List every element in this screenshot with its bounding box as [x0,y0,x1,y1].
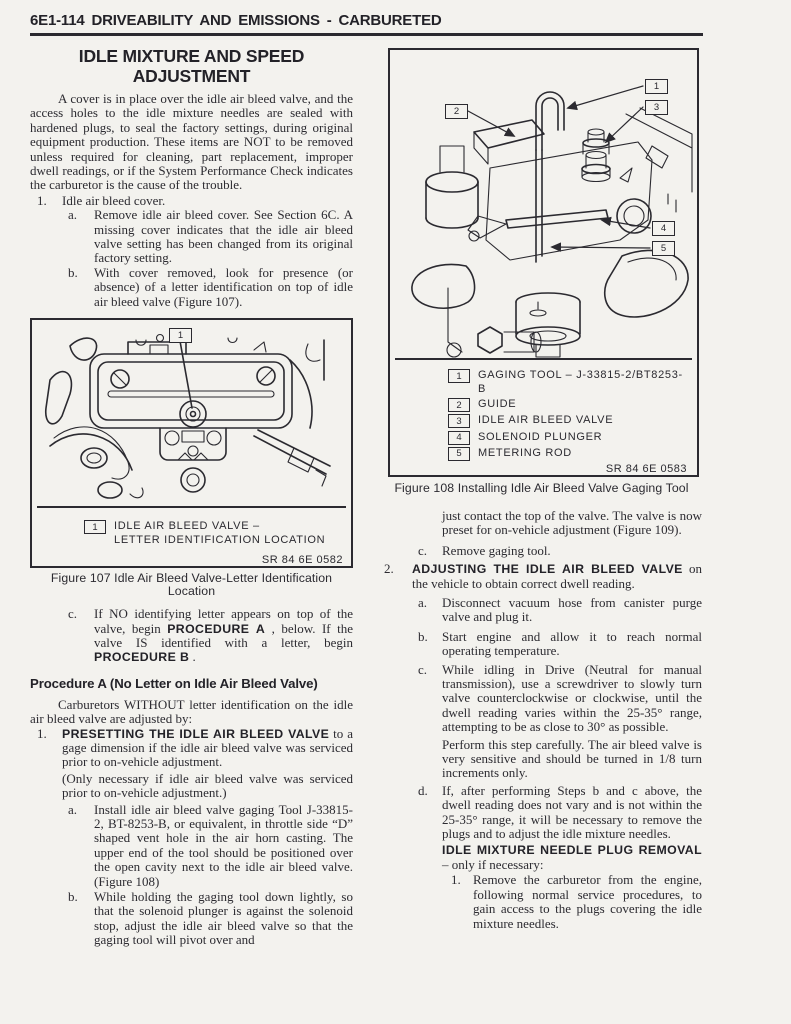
legend-row [448,398,687,412]
figure-107-caption-line2: Location [167,584,216,599]
figure-108-caption: Figure 108 Installing Idle Air Bleed Valve Gaging Tool [394,480,689,495]
item-letter: d. [418,782,428,798]
item-text: Install idle air bleed valve gaging Tool J-33815-2, BT-8253-B, or equivalent, in throttle side “D” shaped vent hole in the air horn casting. The upper end of the tool should be positioned over the open cavity next to the idle air bleed valve. (Figure 108) [94,801,353,889]
caution-paragraph: Perform this step carefully. The air bleed valve is very sensitive and should be turned in 1/8 turn increments only. [442,736,702,781]
legend-row [448,431,687,445]
figure-108-drawing [390,50,697,358]
legend-number: 5 [448,447,470,461]
item-letter: c. [68,606,78,622]
item-letter: b. [68,889,78,904]
item-text: If NO identifying letter appears on top of the valve, begin PROCEDURE A , below. If the valve IS identified with a letter, begin PROCEDURE B . [94,606,353,665]
list-item-c2 [384,544,702,558]
plug-removal-lead: IDLE MIXTURE NEEDLE PLUG REMOVAL [442,843,702,858]
list-item-2b [384,630,702,659]
figure-107-drawing [32,320,351,506]
section-title-line2: ADJUSTMENT [132,66,251,86]
figure-108-art [390,50,697,358]
figure-ref-code: SR 84 6E 0583 [605,462,687,475]
callout-2-box [445,104,468,119]
item-text: While idling in Drive (Neutral for manual transmission), use a screwdriver to slowly turn valve counterclockwise or clockwise, until the dwell reading varies within the 25-35° range, attempting to be as close to 30° as possible. [442,661,702,735]
legend-number: 1 [84,520,106,534]
legend-text-line2: LETTER IDENTIFICATION LOCATION [114,533,326,546]
item-number: 1. [37,725,47,741]
item-text: Remove the carburetor from the engine, following normal service procedures, to gain access to the plugs covering the idle mixture needles. [473,872,702,931]
callout-3-label: 3 [653,102,660,113]
list-item-while-holding [30,890,353,948]
item-number: 1. [37,192,47,208]
list-item-preset [30,727,353,770]
figure-107-caption-line1: Figure 107 Idle Air Bleed Valve-Letter Identification [50,571,333,586]
callout-4-box [652,221,675,236]
legend-row [84,520,343,547]
procedure-a-heading: Procedure A (No Letter on Idle Air Bleed Valve) [30,675,318,691]
page-header [30,12,703,36]
legend-text: IDLE AIR BLEED VALVE [478,414,614,427]
callout-1-label: 1 [177,330,184,342]
continuation-paragraph: just contact the top of the valve. The valve is now preset for on-vehicle adjustment (Figure 109). [442,507,702,538]
list-item-r1 [384,873,702,931]
callout-5-label: 5 [660,243,667,254]
item-text: PRESETTING THE IDLE AIR BLEED VALVE to a gage dimension if the idle air bleed valve was serviced prior to on-vehicle adjustment. [62,725,353,770]
procedure-b-ref: PROCEDURE B [94,650,190,665]
callout-2-label: 2 [453,106,460,117]
item-letter: a. [68,207,78,223]
page-header-text: 6E1-114 DRIVEABILITY AND EMISSIONS - CARBURETED [30,12,442,29]
intro-paragraph: A cover is in place over the idle air bleed valve, and the access holes to the idle mixture needles are sealed with hardened plugs, to seal the factory settings, during original equipment production. These items are NOT to be removed unless required for cleaning, part replacement, improper dwell readings, or if the System Performance Check indicates the carburetor is the cause of the trouble. [30,91,353,193]
legend-row [448,369,687,396]
list-item-2a [384,596,702,625]
list-item-c [30,607,353,665]
item-letter: a. [418,594,428,610]
item-text: Start engine and allow it to reach normal operating temperature. [442,628,702,659]
item-text: With cover removed, look for presence (or absence) of a letter identification on top of idle air bleed valve (Figure 107). [94,264,353,309]
figure-107-caption [30,572,353,598]
legend-text [114,520,325,547]
legend-number: 4 [448,431,470,445]
legend-number: 2 [448,398,470,412]
callout-1-label: 1 [653,81,660,92]
callout-4-label: 4 [660,223,667,234]
list-item-2d [384,784,702,842]
figure-107 [30,318,353,568]
presetting-lead: PRESETTING THE IDLE AIR BLEED VALVE [62,726,330,741]
figure-107-art [32,320,351,506]
list-item-2 [384,562,702,591]
callout-5-box [652,241,675,256]
figure-108-legend [390,360,697,475]
procedure-a-ref: PROCEDURE A [167,621,266,636]
parenthetical-note: (Only necessary if idle air bleed valve was serviced prior to on-vehicle adjustment.) [62,770,353,801]
left-column [30,44,353,948]
item-text: Remove gaging tool. [442,542,551,558]
item-text: While holding the gaging tool down lightly, so that the solenoid plunger is against the solenoid stop, adjust the idle air bleed valve so that the gaging tool will pivot over and [94,889,353,948]
legend-row [448,414,687,428]
item-letter: b. [418,628,428,644]
legend-text: SOLENOID PLUNGER [478,430,603,443]
legend-text-line1: IDLE AIR BLEED VALVE – [114,520,260,533]
callout-3-box [645,100,668,115]
section-title-line1: IDLE MIXTURE AND SPEED [78,46,305,66]
item-letter: c. [418,542,428,558]
plug-removal-heading: IDLE MIXTURE NEEDLE PLUG REMOVAL – only if necessary: [442,843,702,872]
item-letter: a. [68,801,78,817]
callout-1-box [645,79,668,94]
item-text: ADJUSTING THE IDLE AIR BLEED VALVE on the vehicle to obtain correct dwell reading. [412,561,703,591]
callout-1-box [169,328,192,343]
figure-108 [388,48,699,477]
list-item-1 [30,194,353,208]
item-text: If, after performing Steps b and c above, the dwell reading does not vary and is not within the 25-35° range, it will be necessary to remove the plugs and to adjust the idle mixture needles. [442,782,702,842]
procedure-a-intro: Carburetors WITHOUT letter identification on the idle air bleed valve are adjusted by: [30,696,353,727]
figure-107-legend [32,508,351,566]
item-text: Disconnect vacuum hose from canister purge valve and plug it. [442,594,702,625]
list-item-1b [30,266,353,309]
legend-text: GAGING TOOL – J-33815-2/BT8253-B [478,369,683,395]
legend-number: 1 [448,369,470,383]
section-title [30,46,353,86]
right-column [384,48,702,931]
list-item-install [30,803,353,889]
item-number: 1. [451,872,461,888]
item-text: Remove idle air bleed cover. See Section 6C. A missing cover indicates that the idle air bleed valve setting has been changed from its original factory setting. [94,207,353,266]
legend-text: METERING ROD [478,446,572,459]
legend-number: 3 [448,414,470,428]
figure-ref-code: SR 84 6E 0582 [261,554,343,567]
legend-row [448,447,687,461]
legend-text: GUIDE [478,398,517,411]
item-letter: c. [418,661,428,677]
list-item-2c [384,663,702,735]
item-text: Idle air bleed cover. [62,192,166,208]
item-number: 2. [384,561,394,577]
list-item-1a [30,208,353,266]
item-letter: b. [68,264,78,280]
adjusting-lead: ADJUSTING THE IDLE AIR BLEED VALVE [412,562,683,577]
